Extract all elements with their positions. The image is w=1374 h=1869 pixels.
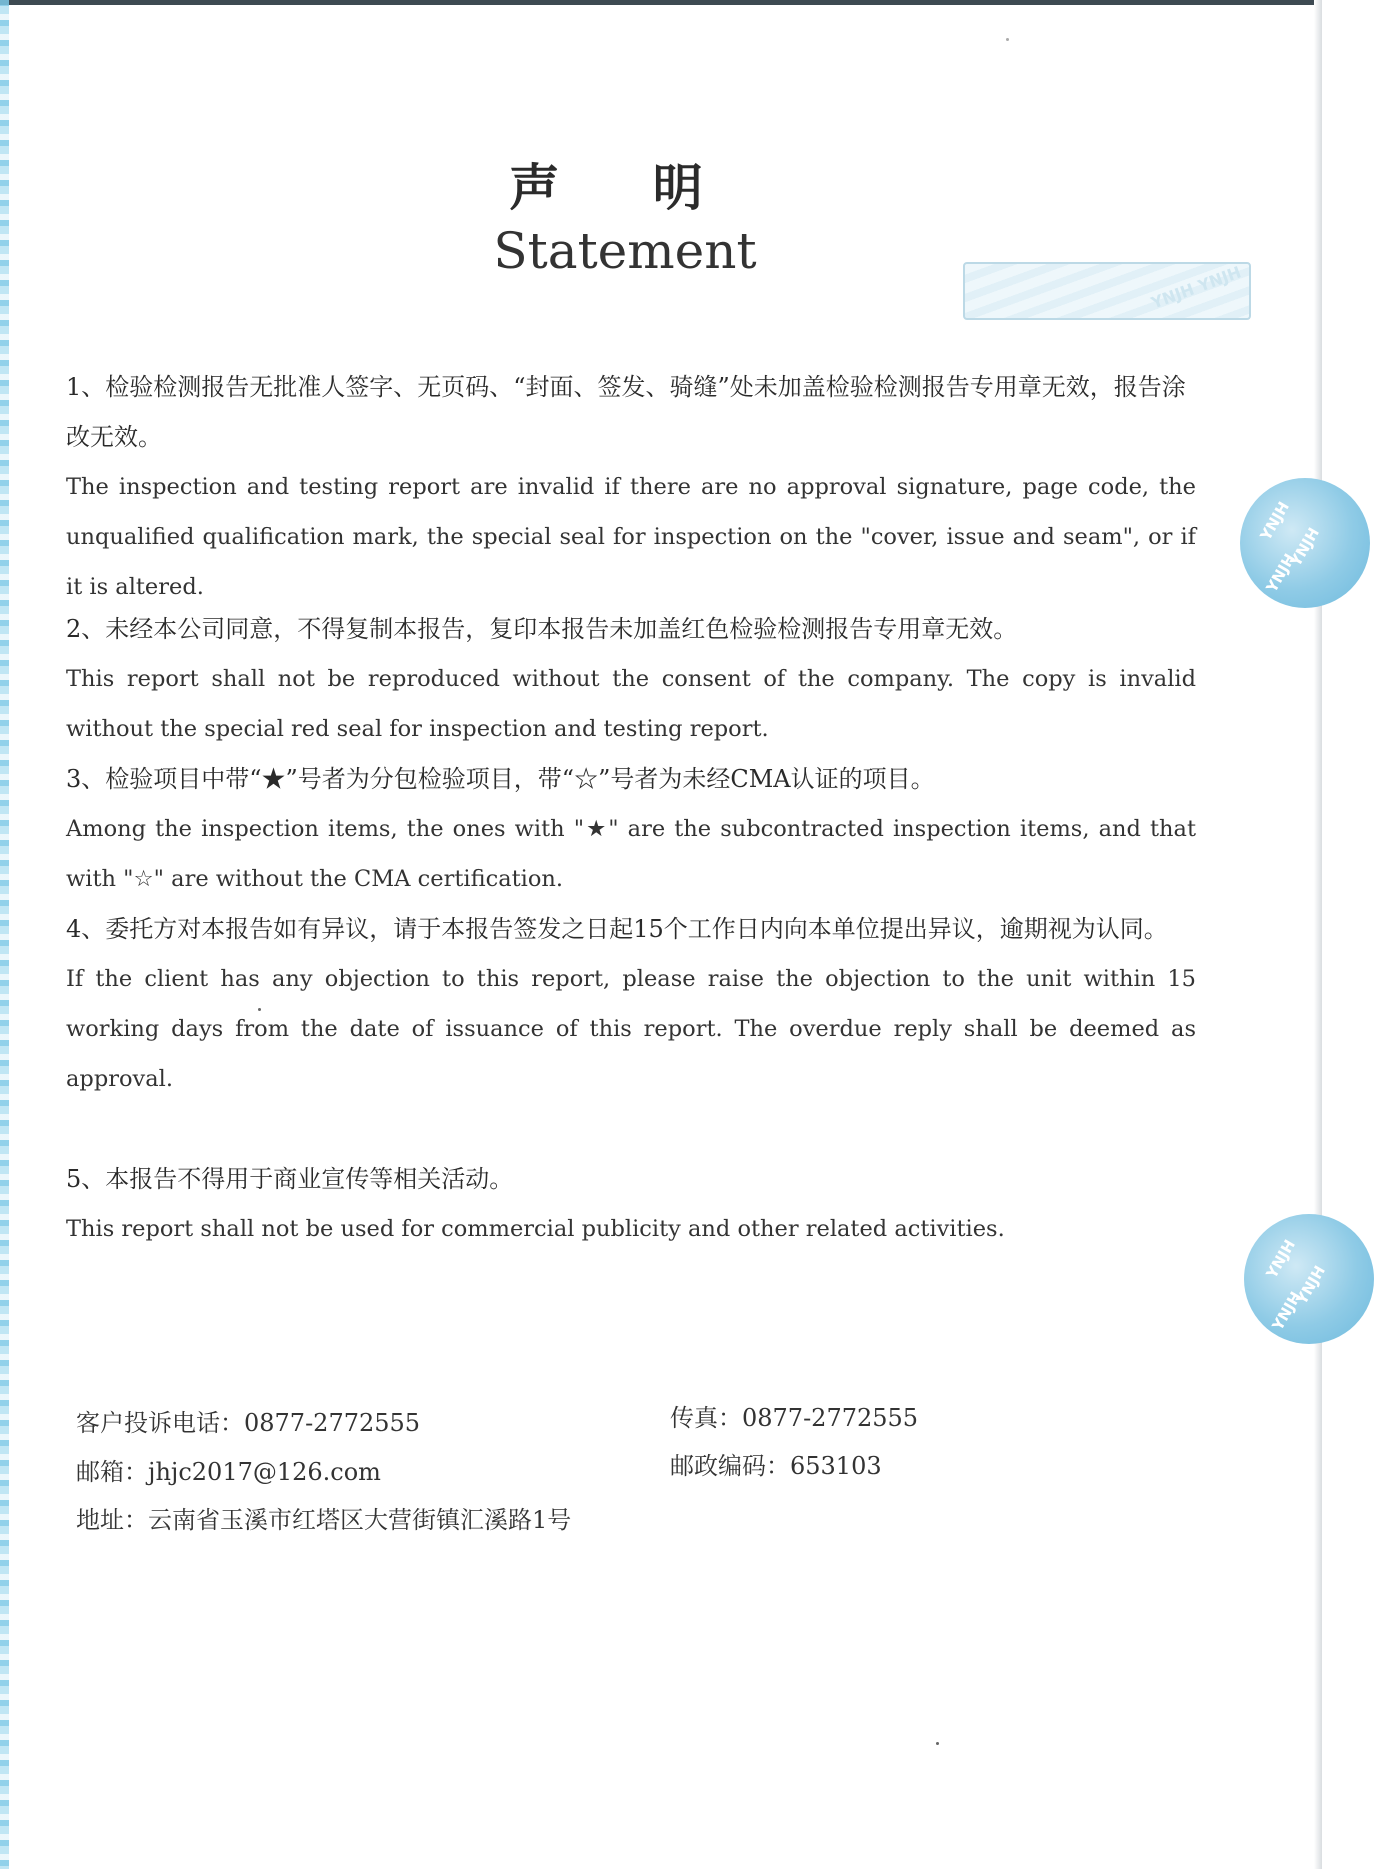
seam-seal-upper bbox=[1240, 478, 1370, 608]
scan-speck bbox=[1006, 38, 1009, 41]
clause-5-zh: 5、本报告不得用于商业宣传等相关活动。 bbox=[66, 1165, 514, 1193]
postal-address: 地址：云南省玉溪市红塔区大营街镇汇溪路1号 bbox=[76, 1506, 572, 1534]
seal-text: YNJH bbox=[1286, 524, 1323, 570]
clause-5-en: This report shall not be used for commercial publicity and other related activities. bbox=[66, 1216, 1005, 1242]
clause-1-zh: 1、检验检测报告无批准人签字、无页码、“封面、签发、骑缝”处未加盖检验检测报告专用章无效，报告涂改无效。 bbox=[66, 373, 1186, 451]
seal-text: YNJH bbox=[1262, 1236, 1299, 1282]
seal-text: YNJH bbox=[1262, 550, 1299, 596]
seal-text: YNJH bbox=[1268, 1288, 1305, 1334]
clause-3 bbox=[66, 754, 1196, 904]
seam-seal-lower bbox=[1244, 1214, 1374, 1344]
clause-1 bbox=[66, 362, 1196, 612]
clause-3-zh: 3、检验项目中带“★”号者为分包检验项目，带“☆”号者为未经CMA认证的项目。 bbox=[66, 765, 935, 793]
clause-3-en: Among the inspection items, the ones with "★" are the subcontracted inspection items, and that with "☆" are without the CMA certification. bbox=[66, 816, 1196, 892]
security-stamp-box bbox=[963, 262, 1251, 320]
clause-5 bbox=[66, 1154, 1196, 1254]
fax-number: 传真：0877-2772555 bbox=[670, 1404, 919, 1432]
email-address: 邮箱：jhjc2017@126.com bbox=[76, 1458, 381, 1486]
complaint-phone: 客户投诉电话：0877-2772555 bbox=[76, 1409, 421, 1437]
clause-2-en: This report shall not be reproduced without the consent of the company. The copy is invalid without the special red seal for inspection and testing report. bbox=[66, 666, 1196, 742]
clause-2-zh: 2、未经本公司同意，不得复制本报告，复印本报告未加盖红色检验检测报告专用章无效。 bbox=[66, 615, 1018, 643]
seal-text: YNJH bbox=[1292, 1262, 1329, 1308]
clause-1-en: The inspection and testing report are invalid if there are no approval signature, page code, the unqualified qualification mark, the special seal for inspection on the "cover, issue and seam", or if it is altered. bbox=[66, 474, 1196, 600]
clause-2 bbox=[66, 604, 1196, 754]
title-chinese: 声 明 bbox=[509, 158, 741, 217]
scan-speck bbox=[258, 1008, 261, 1011]
right-page-edge bbox=[1314, 0, 1322, 1869]
scan-speck bbox=[936, 1742, 939, 1745]
stamp-watermark: YNJH YNJH bbox=[1148, 262, 1244, 313]
seal-text: YNJH bbox=[1256, 498, 1293, 544]
clause-4-zh: 4、委托方对本报告如有异议，请于本报告签发之日起15个工作日内向本单位提出异议，逾期视为认同。 bbox=[66, 915, 1168, 943]
title-english: Statement bbox=[493, 222, 757, 280]
left-security-edge bbox=[0, 0, 9, 1869]
top-edge-rule bbox=[0, 0, 1322, 5]
clause-4-en: If the client has any objection to this report, please raise the objection to the unit within 15 working days from the date of issuance of this report. The overdue reply shall be deemed as approval. bbox=[66, 966, 1196, 1092]
clause-4 bbox=[66, 904, 1196, 1104]
postcode: 邮政编码：653103 bbox=[670, 1452, 882, 1480]
